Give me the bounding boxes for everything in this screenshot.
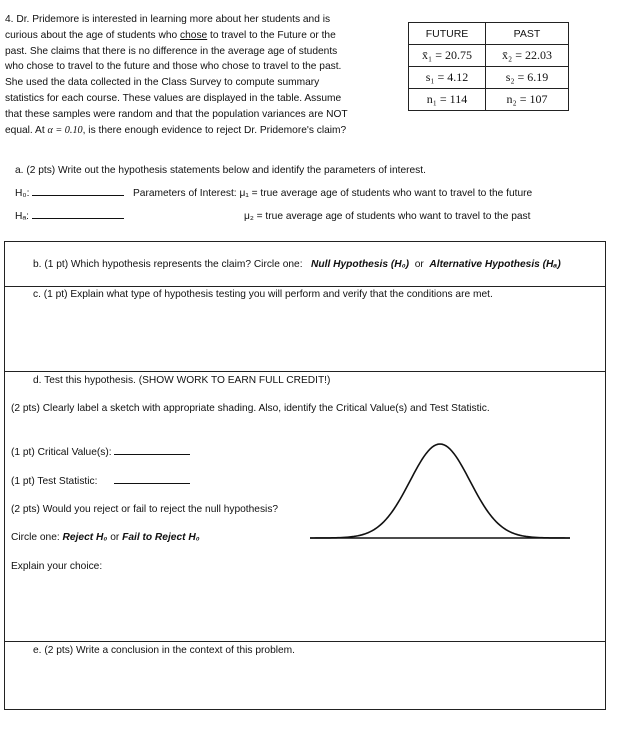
params-label: Parameters of Interest: — [133, 188, 237, 199]
fail-to-reject-option[interactable]: Fail to Reject H₀ — [122, 532, 200, 543]
alternative-hypothesis-option[interactable]: Alternative Hypothesis (Hₐ) — [429, 259, 561, 270]
intro-line-2-underlined: chose — [180, 29, 208, 41]
future-sd: s₁ = 4.12 — [409, 67, 486, 89]
explain-choice-label: Explain your choice: — [11, 561, 103, 572]
circle-one-label: Circle one: — [11, 532, 60, 543]
intro-line-3: past. She claims that there is no difference in the average age of students — [5, 45, 338, 57]
table-header-row — [409, 23, 569, 45]
intro-line-2-post: to travel to the Future or the — [207, 29, 336, 41]
normal-curve-sketch[interactable] — [305, 438, 575, 546]
header-past: PAST — [486, 23, 569, 45]
intro-line-7: that these samples were random and that the population variances are NOT — [5, 108, 348, 120]
past-n: n₂ = 107 — [486, 89, 569, 111]
test-statistic-label: (1 pt) Test Statistic: — [11, 476, 98, 487]
intro-line-6: statistics for each course. These values are displayed in the table. Assume — [5, 92, 342, 104]
ha-blank[interactable] — [32, 218, 124, 219]
intro-line-8-post: , is there enough evidence to reject Dr. Pridemore's claim? — [82, 124, 347, 136]
intro-line-4: who chose to travel to the future and those who chose to travel to the past. — [5, 61, 342, 73]
reject-option[interactable]: Reject H₀ — [62, 532, 108, 543]
intro-line-2-pre: curious about the age of students who — [5, 29, 181, 41]
question-number: 4. — [5, 14, 14, 25]
circle-one-row — [11, 532, 200, 543]
critical-value-row — [11, 447, 190, 458]
reject-or: or — [110, 532, 120, 543]
intro-line-5: She used the data collected in the Class Survey to compute summary — [5, 77, 320, 89]
part-d-prompt: d. Test this hypothesis. (SHOW WORK TO EARN FULL CREDIT!) — [33, 375, 331, 386]
part-b-or: or — [414, 259, 424, 270]
sketch-instruction: (2 pts) Clearly label a sketch with appropriate shading. Also, identify the Critical Value(s) and Test Statistic. — [11, 403, 490, 414]
part-b-row — [33, 259, 561, 270]
intro-line-1: Dr. Pridemore is interested in learning more about her students and is — [16, 14, 331, 25]
test-statistic-row — [11, 476, 190, 487]
h0-label: H₀: — [15, 188, 30, 199]
intro-line-8-pre: equal. At — [5, 124, 48, 136]
table-row — [409, 89, 569, 111]
question-intro — [5, 12, 405, 138]
reject-question: (2 pts) Would you reject or fail to reject the null hypothesis? — [11, 504, 279, 515]
ha-row — [15, 211, 124, 222]
header-future: FUTURE — [409, 23, 486, 45]
critical-value-label: (1 pt) Critical Value(s): — [11, 447, 112, 458]
table-row — [409, 45, 569, 67]
summary-stats-table — [408, 22, 569, 111]
alpha-expression: α = 0.10 — [47, 124, 83, 136]
divider-b-c — [4, 286, 606, 287]
params-row-1 — [133, 188, 532, 199]
test-statistic-blank[interactable] — [114, 483, 190, 484]
future-mean: x̄₁ = 20.75 — [409, 45, 486, 67]
part-b-prompt: b. (1 pt) Which hypothesis represents the claim? Circle one: — [33, 259, 303, 270]
past-mean: x̄₂ = 22.03 — [486, 45, 569, 67]
part-e-prompt: e. (2 pts) Write a conclusion in the context of this problem. — [33, 645, 295, 656]
ha-label: Hₐ: — [15, 211, 29, 222]
future-n: n₁ = 114 — [409, 89, 486, 111]
mu2-definition: μ₂ = true average age of students who want to travel to the past — [244, 211, 531, 222]
h0-row — [15, 188, 124, 199]
divider-c-d — [4, 371, 606, 372]
table-row — [409, 67, 569, 89]
mu1-definition: μ₁ = true average age of students who want to travel to the future — [239, 188, 533, 199]
divider-d-e — [4, 641, 606, 642]
part-c-prompt: c. (1 pt) Explain what type of hypothesis testing you will perform and verify that the conditions are met. — [33, 289, 493, 300]
null-hypothesis-option[interactable]: Null Hypothesis (H₀) — [311, 259, 410, 270]
part-a-prompt: a. (2 pts) Write out the hypothesis statements below and identify the parameters of interest. — [15, 165, 426, 176]
past-sd: s₂ = 6.19 — [486, 67, 569, 89]
h0-blank[interactable] — [32, 195, 124, 196]
critical-value-blank[interactable] — [114, 454, 190, 455]
bell-curve — [310, 444, 570, 538]
